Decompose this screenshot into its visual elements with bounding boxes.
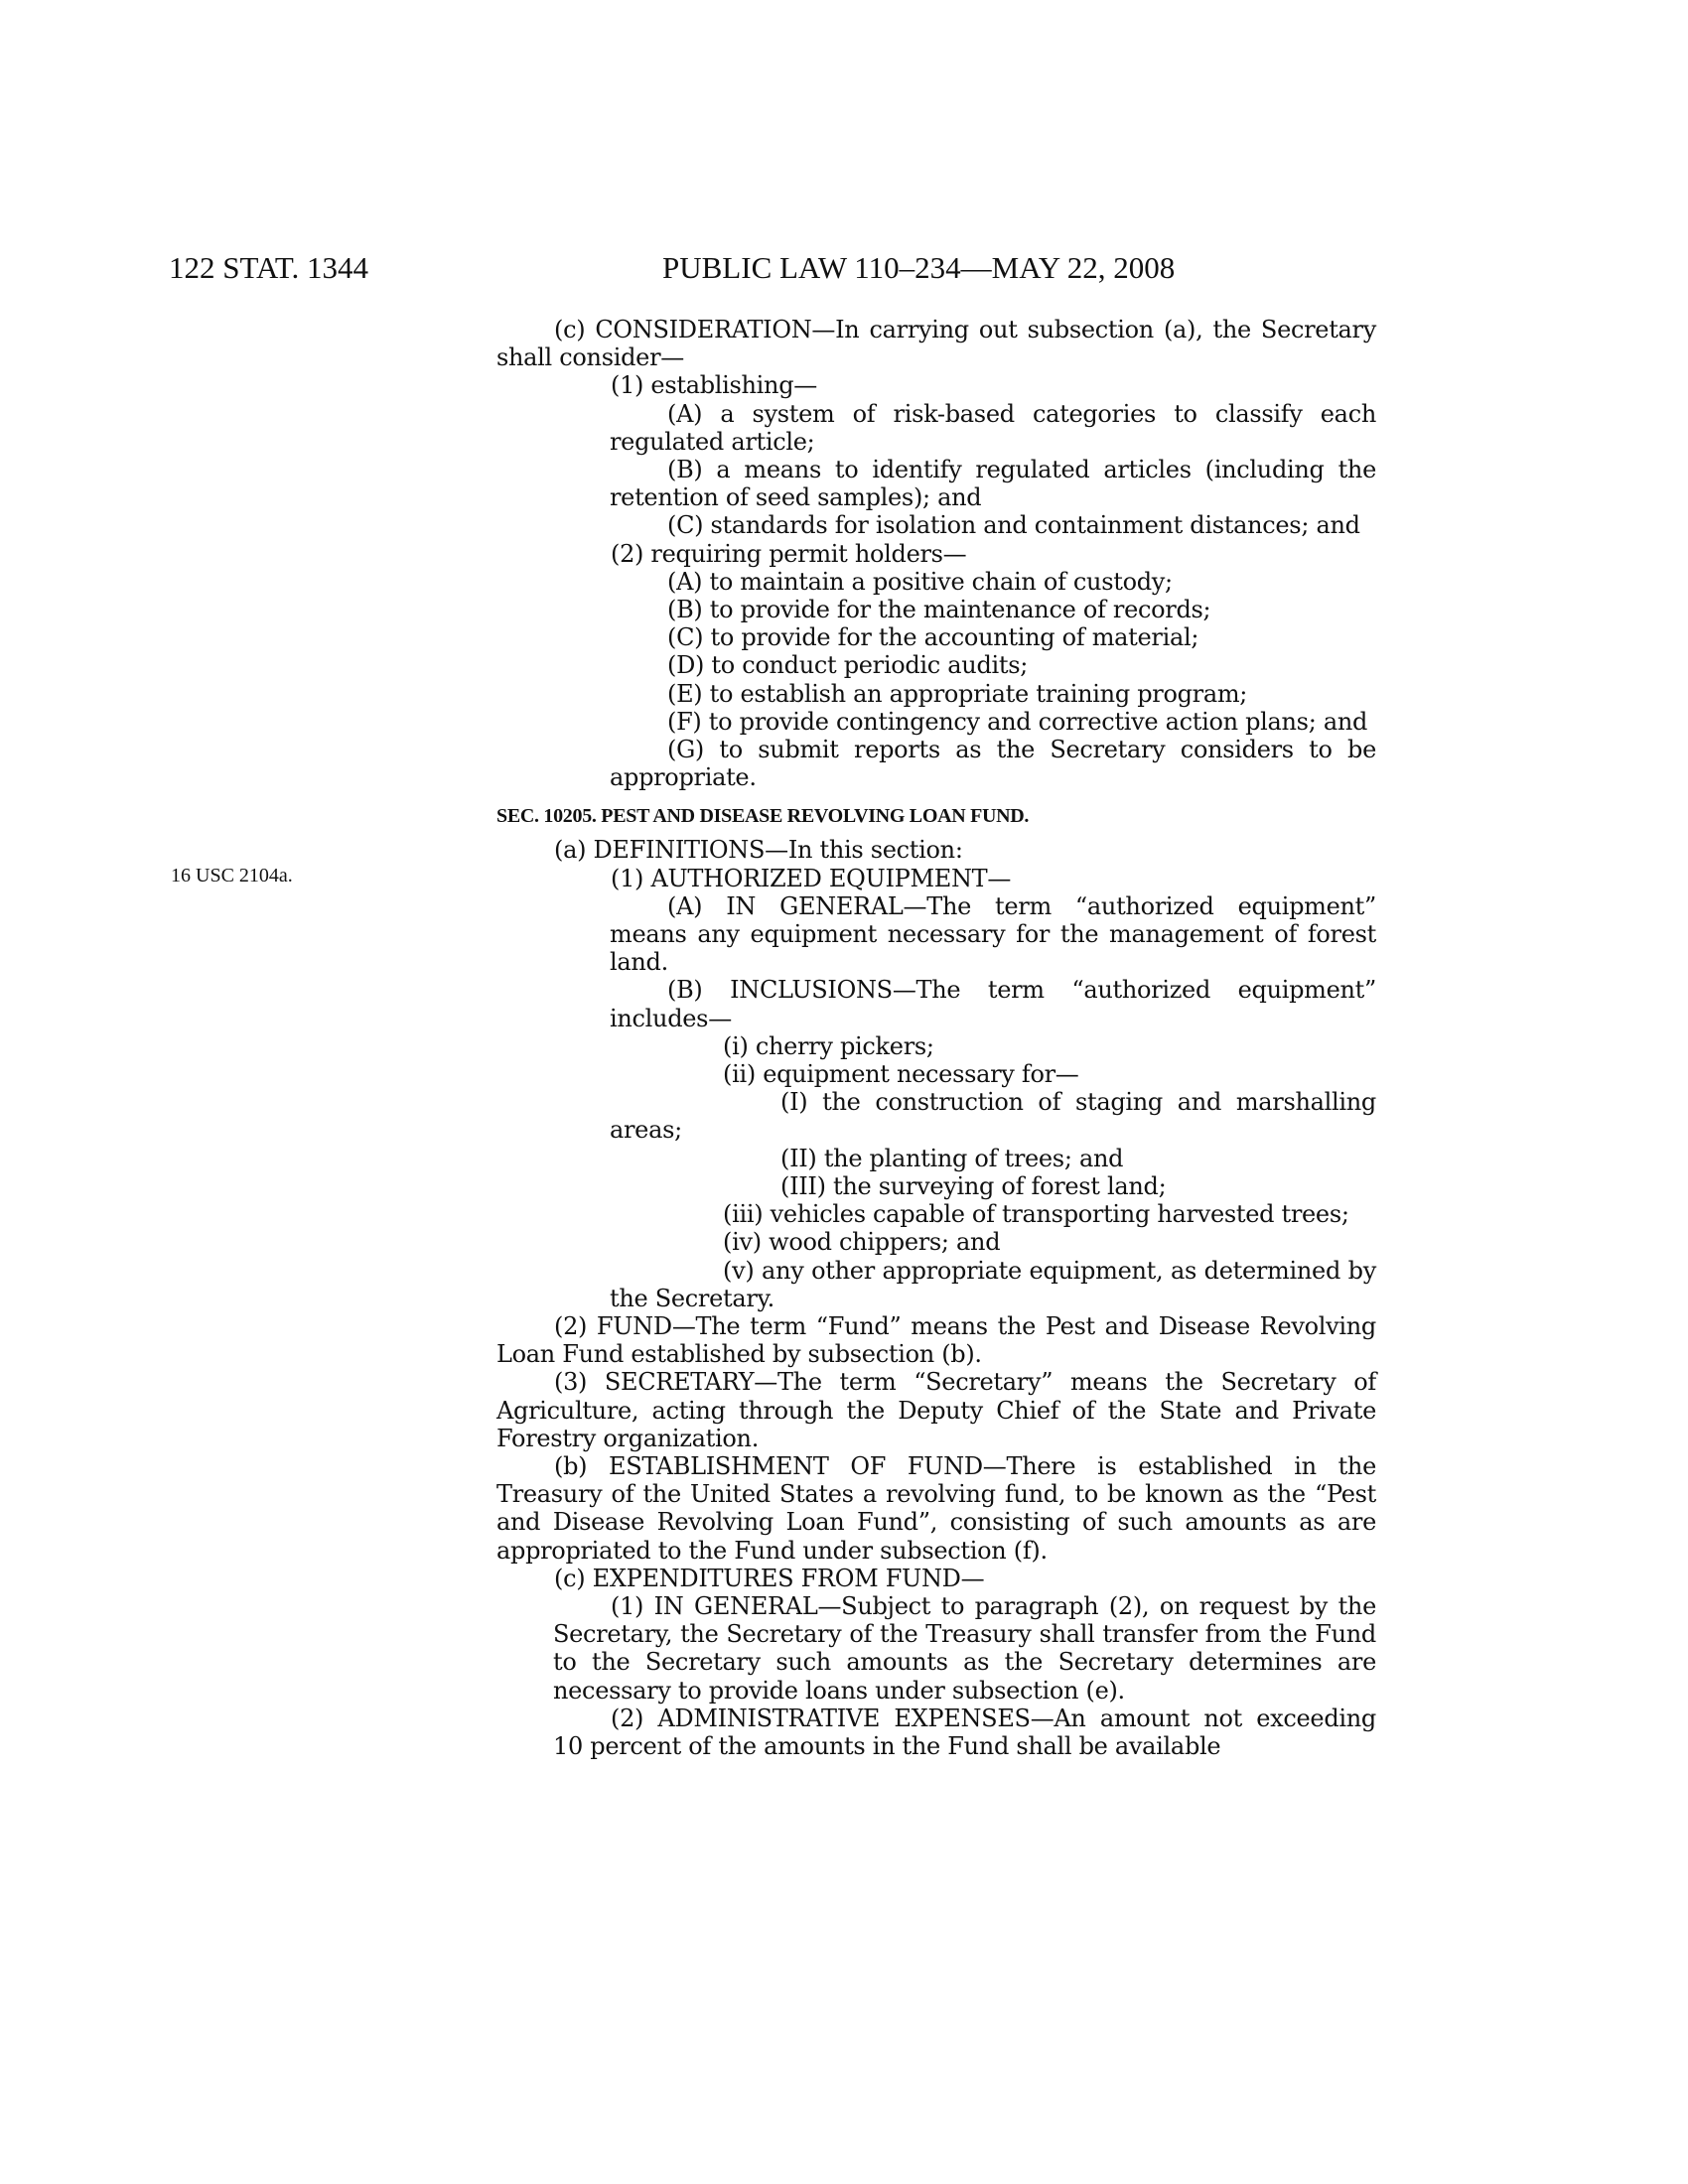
paragraph-2: (2) requiring permit holders— [611,539,967,568]
section-gap [496,791,1376,802]
stat-page-reference: 122 STAT. 1344 [169,250,369,285]
clause-iv: (iv) wood chippers; and [723,1228,1001,1257]
subparagraph-2D: (D) to conduct periodic audits; [667,651,1029,680]
subsection-c-expenditures: (c) EXPENDITURES FROM FUND— [554,1564,985,1592]
definition-inclusions: (B) INCLUSIONS—The term “authorized equipment” includes— [610,976,1376,1032]
subparagraph-2A: (A) to maintain a positive chain of custody; [667,567,1173,596]
subclause-I: (I) the construction of staging and marshalling areas; [610,1088,1376,1145]
law-title: PUBLIC LAW 110–234—MAY 22, 2008 [662,250,1176,285]
subclause-III: (III) the surveying of forest land; [780,1171,1167,1200]
clause-v: (v) any other appropriate equipment, as determined by the Secretary. [610,1256,1376,1312]
administrative-expenses: (2) ADMINISTRATIVE EXPENSES—An amount not exceeding 10 percent of the amounts in the Fund shall be available [553,1704,1376,1760]
clause-i: (i) cherry pickers; [723,1031,934,1060]
definition-authorized-equipment: (1) AUTHORIZED EQUIPMENT— [611,864,1012,892]
clause-ii: (ii) equipment necessary for— [723,1060,1079,1089]
expenditures-in-general: (1) IN GENERAL—Subject to paragraph (2), on request by the Secretary, the Secretary of the Treasury shall transfer from the Fund to the Secretary such amounts as the Secretary determines are necessary to provide loans under subsection (e). [553,1591,1376,1705]
subsection-a-definitions: (a) DEFINITIONS—In this section: [554,836,963,865]
clause-iii: (iii) vehicles capable of transporting harvested trees; [723,1200,1349,1229]
subparagraph-1A: (A) a system of risk-based categories to classify each regulated article; [610,399,1376,456]
subsection-b-establishment: (b) ESTABLISHMENT OF FUND—There is established in the Treasury of the United States a revolving fund, to be known as the “Pest and Disease Revolving Loan Fund”, consisting of such amounts as are appropriated to the Fund under subsection (f). [496,1451,1376,1565]
subsection-heading: CONSIDERATION [595,316,812,343]
subparagraph-2E: (E) to establish an appropriate training program; [667,679,1248,708]
running-header [0,248,1688,288]
subparagraph-2C: (C) to provide for the accounting of material; [667,623,1199,652]
paragraph-1: (1) establishing— [611,371,817,400]
subsection-c-consideration: (c) CONSIDERATION—In carrying out subsection (a), the Secretary shall consider— [496,316,1376,372]
subclause-II: (II) the planting of trees; and [780,1144,1124,1172]
definition-in-general: (A) IN GENERAL—The term “authorized equipment” means any equipment necessary for the management of forest land. [610,891,1376,977]
definition-secretary: (3) SECRETARY—The term “Secretary” means the Secretary of Agriculture, acting through the Deputy Chief of the State and Private Forestry organization. [496,1368,1376,1452]
subparagraph-1B: (B) a means to identify regulated articles (including the retention of seed samples); and [610,456,1376,512]
subparagraph-2F: (F) to provide contingency and corrective action plans; and [667,707,1368,736]
subparagraph-1C: (C) standards for isolation and containment distances; and [667,511,1360,540]
subparagraph-2G: (G) to submit reports as the Secretary considers to be appropriate. [610,736,1376,792]
margin-citation: 16 USC 2104a. [171,865,293,887]
definition-fund: (2) FUND—The term “Fund” means the Pest and Disease Revolving Loan Fund established by subsection (b). [496,1311,1376,1369]
subparagraph-2B: (B) to provide for the maintenance of records; [667,596,1211,624]
statute-text [496,316,1376,1760]
section-heading: SEC. 10205. PEST AND DISEASE REVOLVING LOAN FUND. [496,805,1030,828]
